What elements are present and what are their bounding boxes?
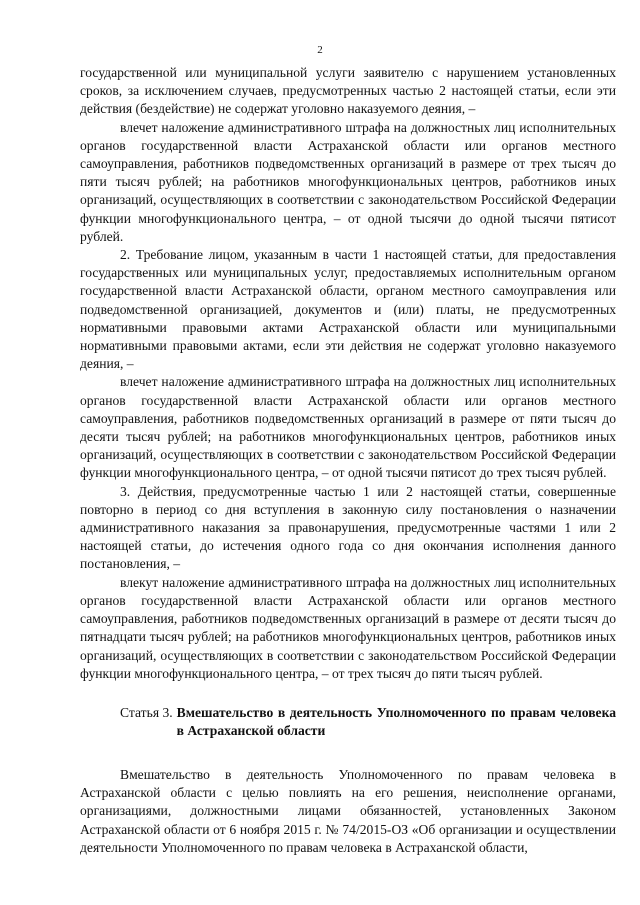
paragraph: 2. Требование лицом, указанным в части 1 настоящей статьи, для предоставления государственных или муниципальных услуг, предоставляемых исполнительным органом государственной власти Астраханской области, органом местного самоуправления или подведомственной организацией, документов и (или) платы, не предусмотренных нормативными правовыми актами Астраханской области или муниципальными нормативными правовыми актами, если эти действия не содержат уголовно наказуемого деяния, – bbox=[80, 247, 616, 372]
paragraph: Вмешательство в деятельность Уполномоченного по правам человека в Астраханской области с целью повлиять на его решения, неисполнение органами, организациями, должностными лицами обязанностей, установленных Законом Астраханской области от 6 ноября 2015 г. № 74/2015-ОЗ «Об организации и осуществлении деятельности Уполномоченного по правам человека в Астраханской области, bbox=[80, 767, 616, 855]
paragraph: влечет наложение административного штрафа на должностных лиц исполнительных органов государственной власти Астраханской области или органов местного самоуправления, работников подведомственных организаций в размере от трех тысяч до пяти тысяч рублей; на работников многофункциональных центров, работников иных организаций, осуществляющих в соответствии с законодательством Российской Федерации функции многофункционального центра, – от одной тысячи до одной тысячи пятисот рублей. bbox=[80, 119, 616, 244]
paragraph: влекут наложение административного штрафа на должностных лиц исполнительных органов государственной власти Астраханской области или органов местного самоуправления, работников подведомственных организаций в размере от десяти тысяч до пятнадцати тысяч рублей; на работников многофункциональных центров, работников иных организаций, осуществляющих в соответствии с законодательством Российской Федерации функции многофункционального центра, – от трех тысяч до пяти тысяч рублей. bbox=[80, 574, 616, 681]
article-heading bbox=[120, 704, 616, 740]
page-number: 2 bbox=[317, 44, 323, 56]
article-number: Статья 3. bbox=[120, 705, 173, 720]
article-body bbox=[80, 766, 616, 857]
paragraph: государственной или муниципальной услуги заявителю с нарушением установленных сроков, за исключением случаев, предусмотренных частью 2 настоящей статьи, если эти действия (бездействие) не содержат уголовно наказуемого деяния, – bbox=[80, 65, 616, 117]
document-body bbox=[80, 64, 616, 683]
paragraph: влечет наложение административного штрафа на должностных лиц исполнительных органов государственной власти Астраханской области или органов местного самоуправления, работников подведомственных организаций в размере от пяти тысяч до десяти тысяч рублей; на работников многофункциональных центров, работников иных организаций, осуществляющих в соответствии с законодательством Российской Федерации функции многофункционального центра, – от одной тысячи пятисот до трех тысяч рублей. bbox=[80, 374, 616, 481]
article-title: Вмешательство в деятельность Уполномоченного по правам человека в Астраханской области bbox=[176, 705, 616, 739]
paragraph: 3. Действия, предусмотренные частью 1 или 2 настоящей статьи, совершенные повторно в период со дня вступления в законную силу постановления о назначении административного наказания за правонарушения, предусмотренные частями 1 или 2 настоящей статьи, до истечения одного года со дня окончания исполнения данного постановления, – bbox=[80, 483, 616, 572]
